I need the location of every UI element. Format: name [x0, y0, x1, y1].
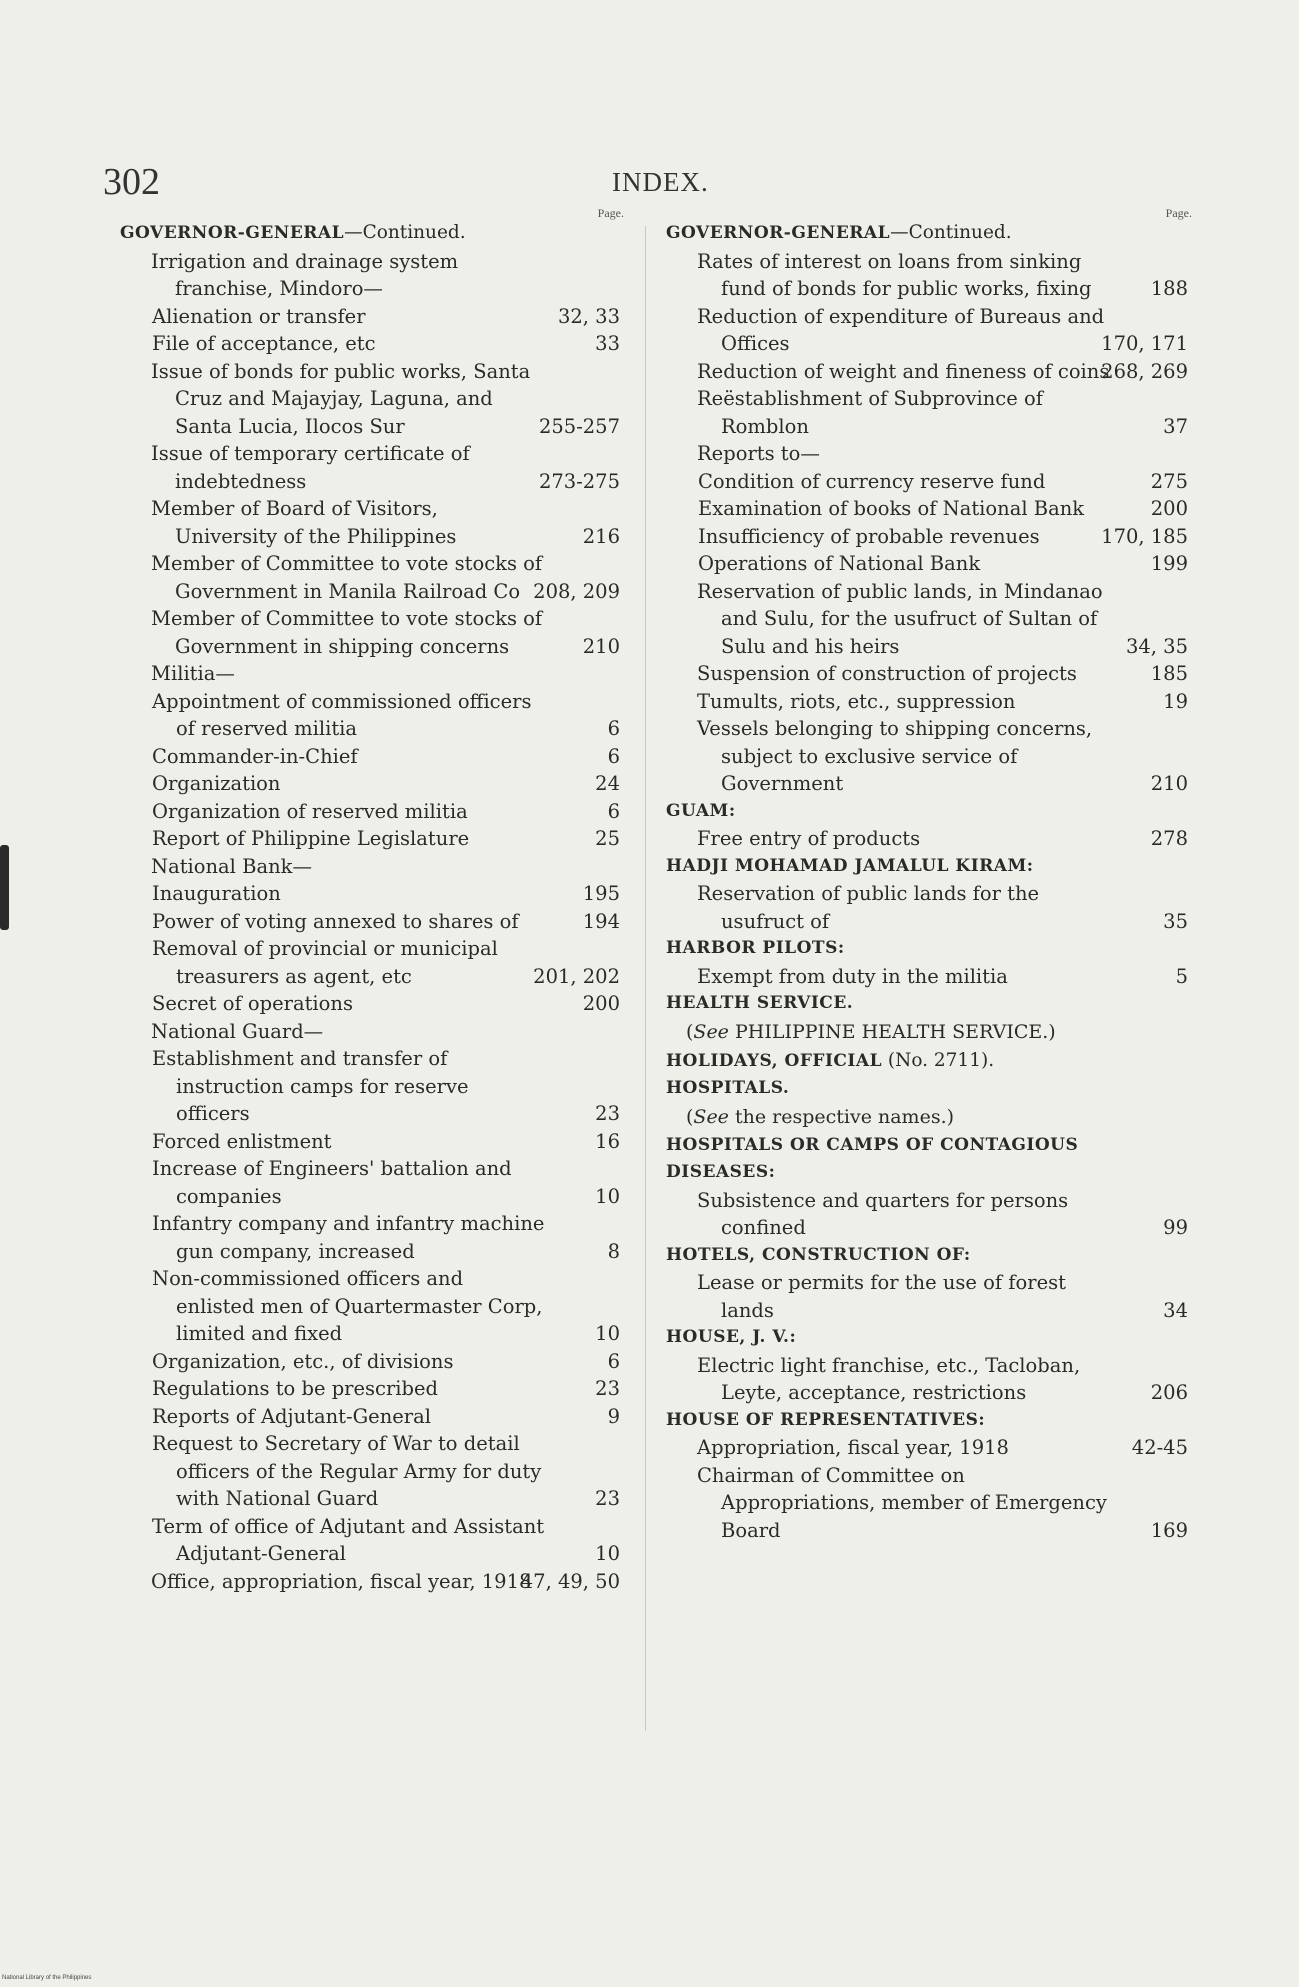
see-label: See: [693, 1105, 729, 1128]
page-column-label: Page.: [597, 206, 624, 220]
entry-text: Reduction of expenditure of Bureaus and Offices: [697, 304, 1105, 355]
entry-pages: 208, 209: [533, 579, 620, 603]
index-entry: [120, 1128, 620, 1156]
entry-text: Reports of Adjutant-General: [152, 1404, 431, 1428]
entry-text: Tumults, riots, etc., suppression: [697, 689, 1016, 713]
index-heading: [666, 990, 1188, 1018]
entry-text: Operations of National Bank: [698, 552, 981, 575]
entry-text: Alienation or transfer: [152, 304, 366, 328]
entry-text: Exempt from duty in the militia: [697, 964, 1008, 988]
see-reference: (See PHILIPPINE HEALTH SERVICE.): [686, 1020, 1056, 1043]
entry-text: Reservation of public lands for the usufruct of: [697, 882, 1040, 933]
entry-text: Secret of operations: [152, 992, 353, 1015]
see-label: See: [693, 1020, 729, 1043]
entry-text: Militia—: [151, 662, 235, 685]
entry-text: Infantry company and infantry machine gun company, increased: [152, 1212, 545, 1263]
entry-pages: 35: [1163, 909, 1188, 933]
index-entry: [120, 248, 620, 303]
index-entry: [120, 908, 620, 936]
index-entry: [120, 1045, 620, 1128]
entry-text: Organization of reserved militia: [152, 799, 468, 823]
index-entry: [666, 495, 1188, 523]
index-entry: [666, 825, 1188, 853]
index-entry: Organization of reserved militia 6: [120, 798, 620, 826]
entry-text: Electric light franchise, etc., Tacloban, Leyte, acceptance, restrictions: [697, 1353, 1081, 1404]
entry-pages: 201, 202: [533, 964, 620, 988]
index-entry: [666, 660, 1188, 688]
heading-text: HOSPITALS OR CAMPS OF CONTAGIOUS DISEASES:: [666, 1134, 1079, 1182]
index-entry: [120, 605, 620, 660]
entry-pages: 195: [582, 882, 620, 905]
index-entry: [120, 935, 620, 990]
entry-pages: 255-257: [538, 414, 620, 438]
index-entry: [666, 1434, 1188, 1462]
heading-text: HOSPITALS.: [666, 1078, 790, 1098]
index-entry: [120, 1265, 620, 1348]
index-entry: [120, 550, 620, 605]
heading-continuation: —Continued.: [344, 222, 466, 243]
index-entry: [120, 303, 620, 331]
heading-text: GOVERNOR-GENERAL: [120, 223, 345, 243]
index-entry: [120, 825, 620, 853]
entry-pages: 170, 185: [1101, 524, 1188, 548]
index-heading: [666, 798, 1188, 826]
heading-text: HARBOR PILOTS:: [666, 938, 845, 958]
index-entry: Exempt from duty in the militia 5: [666, 963, 1188, 991]
column-divider: [645, 226, 646, 1731]
entry-pages: 24: [595, 772, 620, 795]
index-heading: [120, 219, 620, 248]
entry-text: National Bank—: [151, 854, 312, 878]
index-entry: [666, 688, 1188, 716]
entry-pages: 200: [582, 992, 620, 1015]
index-entry: [120, 1155, 620, 1210]
entry-pages: 10: [595, 1322, 620, 1345]
entry-text: Reservation of public lands, in Mindanao and Sulu, for the usufruct of Sultan of Sulu and his heirs: [697, 579, 1103, 658]
entry-pages: 268, 269: [1101, 359, 1188, 383]
entry-text: Chairman of Committee on Appropriations, member of Emergency Board: [697, 1463, 1107, 1542]
index-entry: Infantry company and infantry machine gun company, increased 8: [120, 1210, 620, 1265]
index-entry: [666, 1462, 1188, 1545]
index-entry: [666, 1352, 1188, 1407]
entry-text: Organization: [152, 772, 281, 795]
entry-text: Irrigation and drainage system franchise, Mindoro—: [151, 249, 459, 300]
index-entry: [120, 990, 620, 1018]
entry-pages: 42-45: [1131, 1436, 1188, 1459]
entry-pages: 216: [582, 524, 620, 548]
entry-text: File of acceptance, etc: [152, 332, 376, 355]
entry-text: Free entry of products: [697, 827, 921, 850]
entry-pages: 34, 35: [1125, 634, 1188, 658]
index-entry: [666, 303, 1188, 358]
index-entry: Reports of Adjutant-General 9: [120, 1403, 620, 1431]
index-entry: [666, 440, 1188, 468]
page-column-label: Page.: [1165, 206, 1192, 220]
entry-text: Insufficiency of probable revenues: [698, 524, 1040, 548]
index-column-left: [120, 206, 624, 1595]
index-entry: [120, 770, 620, 798]
index-entry: [120, 1513, 620, 1568]
index-entry: [120, 495, 620, 550]
entry-text: Removal of provincial or municipal treasurers as agent, etc: [152, 937, 498, 988]
entry-text: Term of office of Adjutant and Assistant Adjutant-General: [152, 1514, 545, 1565]
index-entry: [666, 1269, 1188, 1324]
entry-pages: 34: [1163, 1298, 1188, 1322]
index-entry: [666, 880, 1188, 935]
entry-text: Issue of bonds for public works, Santa Cruz and Majayjay, Laguna, and Santa Lucia, Ilocos Sur: [151, 359, 531, 438]
heading-continuation: (No. 2711).: [882, 1049, 995, 1071]
index-heading: [666, 1075, 1188, 1103]
entry-text: Member of Committee to vote stocks of Government in Manila Railroad Co: [151, 552, 543, 603]
index-entry: Commander-in-Chief 6: [120, 743, 620, 771]
entry-pages: 37: [1163, 414, 1188, 438]
entry-text: Reports to—: [697, 442, 820, 465]
entry-text: Appropriation, fiscal year, 1918: [697, 1436, 1009, 1459]
entry-pages: 170, 171: [1101, 332, 1188, 355]
entry-text: Reduction of weight and fineness of coins: [697, 359, 1110, 383]
index-entry: [120, 1375, 620, 1403]
entry-text: Increase of Engineers' battalion and companies: [152, 1157, 512, 1208]
see-reference: (See the respective names.): [686, 1105, 955, 1128]
heading-text: HOUSE, J. V.:: [666, 1327, 797, 1347]
see-target: PHILIPPINE HEALTH SERVICE.): [734, 1020, 1056, 1043]
entry-pages: 185: [1150, 662, 1188, 685]
entry-pages: 200: [1150, 497, 1188, 520]
index-entry: [666, 358, 1188, 386]
entry-pages: 23: [595, 1102, 620, 1125]
index-entry: [666, 715, 1188, 798]
entry-pages: 23: [595, 1487, 620, 1510]
entry-pages: 23: [595, 1377, 620, 1400]
entry-text: Condition of currency reserve fund: [698, 469, 1046, 493]
entry-text: Subsistence and quarters for persons confined: [697, 1188, 1069, 1239]
index-entry: [120, 1568, 620, 1596]
entry-text: Examination of books of National Bank: [698, 497, 1085, 520]
entry-pages: 32, 33: [557, 304, 620, 328]
footer-note: National Library of the Philippines: [2, 1975, 92, 1981]
index-entry: [120, 660, 620, 688]
heading-text: HOLIDAYS, OFFICIAL: [666, 1050, 883, 1071]
entry-pages: 210: [1150, 772, 1188, 795]
heading-text: GUAM:: [666, 800, 736, 821]
index-entry: [120, 358, 620, 441]
entry-pages: 10: [595, 1542, 620, 1565]
index-entry: [120, 330, 620, 358]
entry-text: Inauguration: [152, 882, 281, 905]
see-target: the respective names.): [734, 1105, 955, 1128]
entry-pages: 275: [1150, 469, 1188, 493]
entry-text: Reëstablishment of Subprovince of Romblon: [697, 387, 1043, 438]
entry-text: Report of Philippine Legislature: [152, 827, 470, 850]
entry-pages: 278: [1150, 827, 1188, 850]
entry-text: Power of voting annexed to shares of: [152, 909, 519, 933]
entry-pages: 47, 49, 50: [520, 1569, 620, 1593]
index-entry: [120, 1018, 620, 1046]
entry-pages: 194: [582, 909, 620, 933]
index-heading: [666, 219, 1188, 248]
entry-text: National Guard—: [151, 1019, 324, 1043]
entry-pages: 10: [595, 1184, 620, 1208]
index-entry: Appointment of commissioned officers of reserved militia 6: [120, 688, 620, 743]
entry-text: Establishment and transfer of instruction camps for reserve officers: [152, 1047, 469, 1125]
heading-text: HOUSE OF REPRESENTATIVES:: [666, 1409, 986, 1430]
heading-text: HADJI MOHAMAD JAMALUL KIRAM:: [666, 855, 1034, 876]
entry-text: Non-commissioned officers and enlisted men of Quartermaster Corp, limited and fixed: [152, 1267, 543, 1345]
entry-pages: 188: [1150, 277, 1188, 300]
entry-pages: 273-275: [538, 469, 620, 493]
entry-pages: 206: [1150, 1381, 1188, 1404]
heading-text: HOTELS, CONSTRUCTION OF:: [666, 1244, 971, 1265]
index-entry: [666, 578, 1188, 661]
running-head: INDEX.: [612, 167, 709, 197]
entry-pages: 169: [1150, 1518, 1188, 1542]
entry-text: Appointment of commissioned officers of reserved militia: [152, 689, 532, 740]
index-column-right: [666, 206, 1192, 1544]
entry-text: Commander-in-Chief: [152, 744, 358, 768]
index-heading: [666, 1132, 1188, 1187]
index-entry: [666, 385, 1188, 440]
entry-text: Forced enlistment: [152, 1129, 332, 1153]
index-entry: [666, 468, 1188, 496]
entry-pages: 199: [1150, 552, 1188, 575]
entry-text: Rates of interest on loans from sinking fund of bonds for public works, fixing: [697, 249, 1092, 300]
paper-mark: [0, 845, 9, 930]
entry-text: Organization, etc., of divisions: [152, 1349, 454, 1373]
index-heading: [666, 935, 1188, 963]
index-heading: [666, 853, 1188, 881]
entry-pages: 16: [595, 1129, 620, 1153]
index-entry: [666, 248, 1188, 303]
index-entry: [666, 550, 1188, 578]
entry-text: Lease or permits for the use of forest lands: [697, 1271, 1066, 1322]
entry-pages: 19: [1163, 689, 1188, 713]
index-heading: [666, 1242, 1188, 1270]
index-entry: [666, 523, 1188, 551]
entry-text: Request to Secretary of War to detail officers of the Regular Army for duty with National Guard: [152, 1432, 542, 1510]
entry-text: Regulations to be prescribed: [152, 1377, 439, 1400]
entry-text: Suspension of construction of projects: [697, 662, 1077, 685]
entry-pages: 33: [595, 332, 620, 355]
index-entry: [120, 440, 620, 495]
heading-continuation: —Continued.: [890, 222, 1012, 243]
entry-text: Office, appropriation, fiscal year, 1918: [151, 1569, 532, 1593]
index-entry: [120, 853, 620, 881]
heading-text: GOVERNOR-GENERAL: [666, 223, 891, 243]
page-number: 302: [103, 161, 160, 203]
entry-text: Member of Board of Visitors, University of the Philippines: [151, 497, 457, 548]
index-heading: [666, 1407, 1188, 1435]
entry-pages: 25: [595, 827, 620, 850]
entry-text: Issue of temporary certificate of indebtedness: [151, 442, 470, 493]
entry-pages: 99: [1163, 1216, 1188, 1239]
heading-text: HEALTH SERVICE.: [666, 993, 854, 1013]
index-heading: [666, 1047, 1188, 1076]
index-entry: Organization, etc., of divisions 6: [120, 1348, 620, 1376]
index-heading: [666, 1324, 1188, 1352]
index-entry: [120, 1430, 620, 1513]
entry-text: Member of Committee to vote stocks of Government in shipping concerns: [151, 607, 543, 658]
index-entry: [666, 1187, 1188, 1242]
entry-text: Vessels belonging to shipping concerns, subject to exclusive service of Government: [697, 717, 1093, 795]
entry-pages: 210: [582, 634, 620, 658]
index-entry: [120, 880, 620, 908]
